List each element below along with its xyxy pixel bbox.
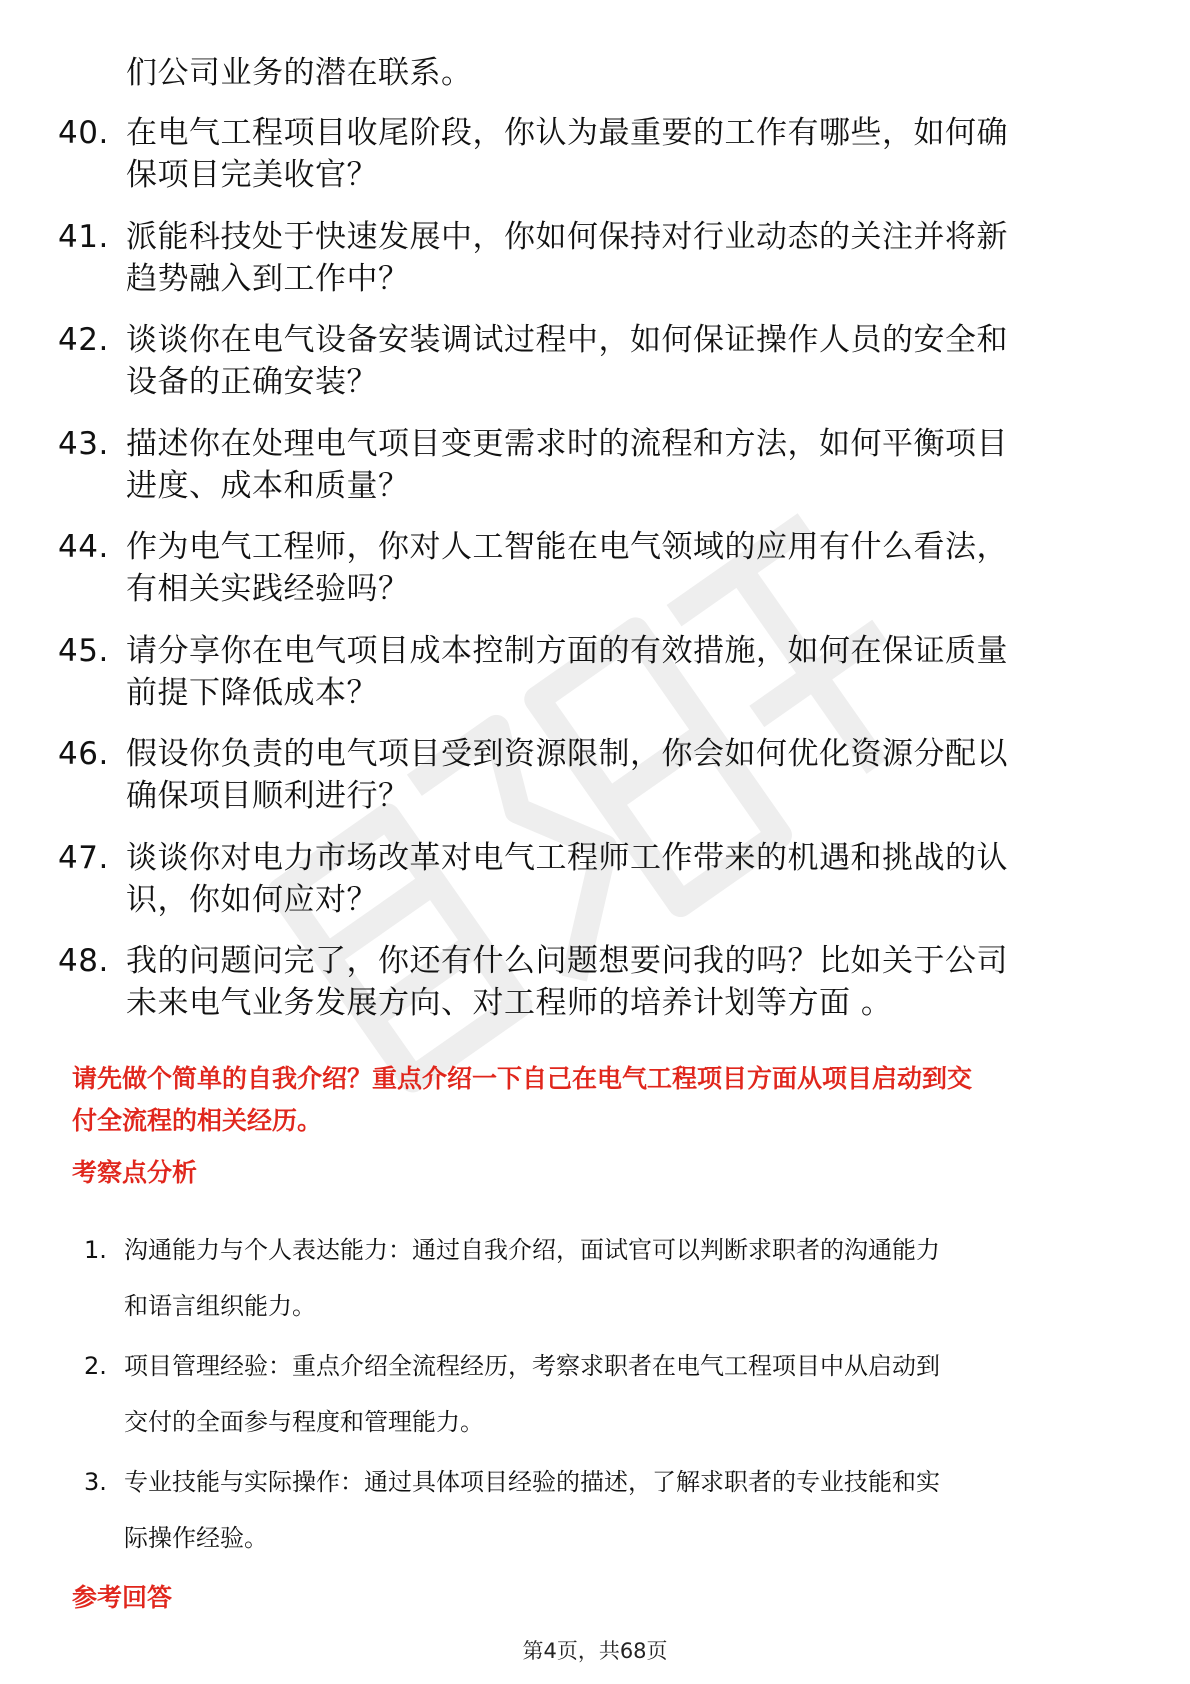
- analysis-item: [84, 1338, 1124, 1450]
- question-text: 派能科技处于快速发展中，你如何保持对行业动态的关注并将新 趋势融入到工作中？: [126, 218, 1008, 297]
- analysis-text: 专业技能与实际操作：通过具体项目经验的描述，了解求职者的专业技能和实 际操作经验。: [124, 1468, 940, 1552]
- question-list: [58, 112, 1118, 1044]
- question-text: 谈谈你在电气设备安装调试过程中，如何保证操作人员的安全和 设备的正确安装？: [126, 322, 1008, 400]
- question-number: 45.: [58, 632, 109, 669]
- question-text: 作为电气工程师，你对人工智能在电气领域的应用有什么看法， 有相关实践经验吗？: [126, 529, 1008, 607]
- analysis-text: 项目管理经验：重点介绍全流程经历，考察求职者在电气工程项目中从启动到 交付的全面参与程度和管理能力。: [124, 1352, 940, 1436]
- question-item: [58, 733, 1118, 817]
- analysis-number: 2.: [84, 1352, 107, 1380]
- question-item: [58, 319, 1118, 403]
- question-text: 请分享你在电气项目成本控制方面的有效措施，如何在保证质量 前提下降低成本？: [126, 632, 1008, 711]
- analysis-text: 沟通能力与个人表达能力：通过自我介绍，面试官可以判断求职者的沟通能力 和语言组织能力。: [124, 1236, 940, 1320]
- question-text: 描述你在处理电气项目变更需求时的流程和方法，如何平衡项目 进度、成本和质量？: [126, 425, 1008, 504]
- highlight-question: 请先做个简单的自我介绍？重点介绍一下自己在电气工程项目方面从项目启动到交 付全流程的相关经历。: [72, 1064, 973, 1135]
- question-item: [58, 423, 1118, 507]
- question-number: 44.: [58, 529, 109, 565]
- question-text: 我的问题问完了，你还有什么问题想要问我的吗？比如关于公司 未来电气业务发展方向、对工程师的培养计划等方面 。: [126, 943, 1008, 1021]
- question-number: 46.: [58, 736, 109, 772]
- analysis-title: 考察点分析: [72, 1158, 198, 1187]
- question-text: 谈谈你对电力市场改革对电气工程师工作带来的机遇和挑战的认 识，你如何应对？: [126, 839, 1008, 918]
- question-item: [58, 940, 1118, 1024]
- question-item: [58, 630, 1118, 714]
- question-number: 41.: [58, 218, 109, 255]
- question-item: [58, 112, 1118, 196]
- question-number: 47.: [58, 839, 109, 876]
- analysis-item: [84, 1454, 1124, 1566]
- question-number: 43.: [58, 425, 109, 462]
- question-item: [58, 837, 1118, 921]
- question-number: 48.: [58, 943, 109, 979]
- question-item: [58, 216, 1118, 300]
- analysis-number: 1.: [84, 1236, 107, 1264]
- reference-answer-title: 参考回答: [72, 1583, 173, 1612]
- question-text: 假设你负责的电气项目受到资源限制，你会如何优化资源分配以 确保项目顺利进行？: [126, 736, 1008, 814]
- question-number: 42.: [58, 322, 109, 358]
- analysis-list: [84, 1222, 1124, 1570]
- question-item: [58, 526, 1118, 610]
- analysis-number: 3.: [84, 1468, 107, 1496]
- continuation-text: 们公司业务的潜在联系。: [126, 55, 473, 91]
- page-footer: 第4页，共68页: [522, 1639, 668, 1663]
- question-number: 40.: [58, 115, 109, 151]
- question-text: 在电气工程项目收尾阶段，你认为最重要的工作有哪些，如何确 保项目完美收官？: [126, 115, 1008, 193]
- analysis-item: [84, 1222, 1124, 1334]
